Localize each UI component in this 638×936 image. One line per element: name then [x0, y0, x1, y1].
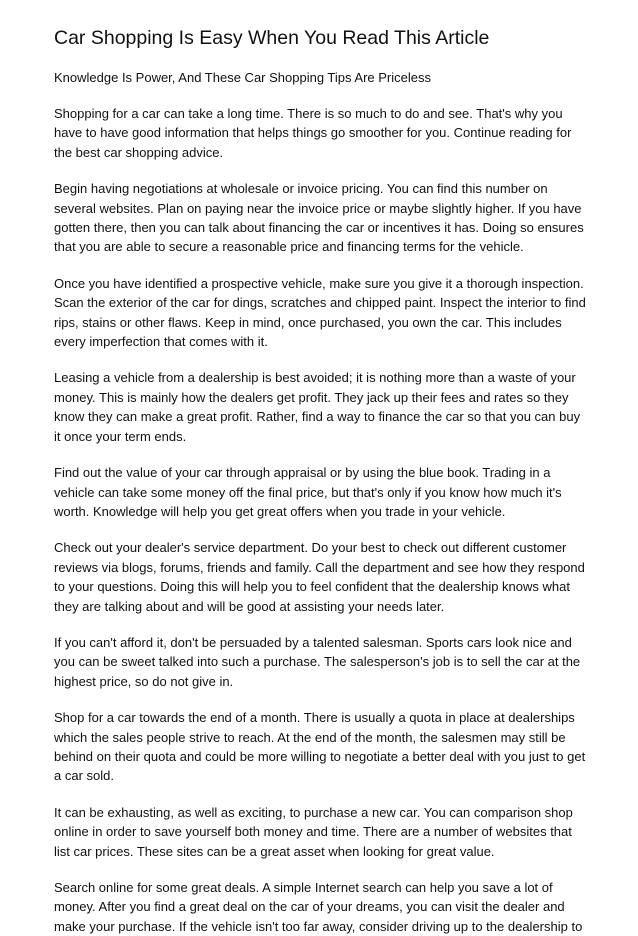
paragraph-line: several websites. Plan on paying near the invoice price or maybe slightly higher. If you have: [54, 200, 582, 216]
paragraph-line: money. This is mainly how the dealers get profit. They jack up their fees and rates so they: [54, 389, 569, 405]
paragraph-6: [54, 538, 594, 616]
paragraph-line: which the sales people strive to reach. At the end of the month, the salesmen may still be: [54, 729, 566, 745]
paragraph-line: that you are able to secure a reasonable price and financing terms for the vehicle.: [54, 239, 524, 255]
paragraph-8: [54, 708, 594, 786]
paragraph-line: know they can make a great profit. Rather, find a way to finance the car so that you can buy: [54, 409, 581, 425]
article-title: Car Shopping Is Easy When You Read This Article: [54, 27, 490, 49]
paragraph-4: [54, 368, 594, 446]
paragraph-line: highest price, so do not give in.: [54, 673, 234, 689]
paragraph-line: Search online for some great deals. A simple Internet search can help you save a lot of: [54, 880, 553, 895]
paragraph-5: [54, 463, 594, 521]
paragraph-line: reviews via blogs, forums, friends and family. Call the department and see how they respond: [54, 559, 585, 575]
paragraph-line: Leasing a vehicle from a dealership is best avoided; it is nothing more than a waste of your: [54, 370, 576, 386]
paragraph-line: Once you have identified a prospective vehicle, make sure you give it a thorough inspection.: [54, 275, 584, 291]
paragraph-line: the best car shopping advice.: [54, 144, 224, 160]
paragraph-line: Shopping for a car can take a long time. There is so much to do and see. That's why you: [54, 106, 563, 121]
paragraph-line: it once your term ends.: [54, 428, 187, 444]
paragraph-line: list car prices. These sites can be a great asset when looking for great value.: [54, 843, 495, 859]
paragraph-line: vehicle can take some money off the final price, but that's only if you know how much it's: [54, 484, 562, 500]
article-body: [54, 104, 594, 936]
paragraph-line: Begin having negotiations at wholesale or invoice pricing. You can find this number on: [54, 181, 548, 197]
paragraph-line: money. After you find a great deal on the car of your dreams, you can visit the dealer and: [54, 899, 565, 915]
paragraph-line: to your questions. Doing this will help you to feel confident that the dealership knows what: [54, 579, 570, 595]
paragraph-line: worth. Knowledge will help you get great offers when you trade in your vehicle.: [54, 503, 506, 519]
paragraph-3: [54, 274, 594, 352]
paragraph-7: [54, 633, 594, 691]
paragraph-line: gotten there, then you can talk about financing the car or incentives it has. Doing so ensures: [54, 220, 584, 236]
paragraph-line: online in order to save yourself both money and time. There are a number of websites that: [54, 824, 572, 840]
paragraph-line: If you can't afford it, don't be persuaded by a talented salesman. Sports cars look nice and: [54, 634, 572, 650]
paragraph-line: Scan the exterior of the car for dings, scratches and chipped paint. Inspect the interior to find: [54, 295, 586, 311]
article-subtitle: Knowledge Is Power, And These Car Shopping Tips Are Priceless: [54, 70, 431, 85]
paragraph-line: make your purchase. If the vehicle isn't too far away, consider driving up to the dealership to: [54, 918, 583, 934]
document-page: [54, 26, 594, 936]
paragraph-9: [54, 803, 594, 861]
paragraph-2: [54, 179, 594, 257]
paragraph-10: [54, 878, 594, 936]
paragraph-line: every imperfection that comes with it.: [54, 334, 268, 350]
paragraph-line: Shop for a car towards the end of a month. There is usually a quota in place at dealerships: [54, 710, 575, 726]
paragraph-line: you can be sweet talked into such a purchase. The salesperson's job is to sell the car at the: [54, 654, 581, 670]
paragraph-line: they are talking about and will be good at assisting your needs later.: [54, 598, 445, 614]
paragraph-1: [54, 104, 594, 162]
paragraph-line: Check out your dealer's service department. Do your best to check out different customer: [54, 540, 567, 556]
paragraph-line: behind on their quota and could be more willing to negotiate a better deal with you just to get: [54, 748, 586, 764]
paragraph-line: a car sold.: [54, 768, 114, 784]
paragraph-line: rips, stains or other flaws. Keep in mind, once purchased, you own the car. This includes: [54, 314, 562, 330]
paragraph-line: have to have good information that helps things go smoother for you. Continue reading for: [54, 125, 572, 141]
paragraph-line: Find out the value of your car through appraisal or by using the blue book. Trading in a: [54, 465, 551, 481]
paragraph-line: It can be exhausting, as well as exciting, to purchase a new car. You can comparison shop: [54, 804, 573, 820]
